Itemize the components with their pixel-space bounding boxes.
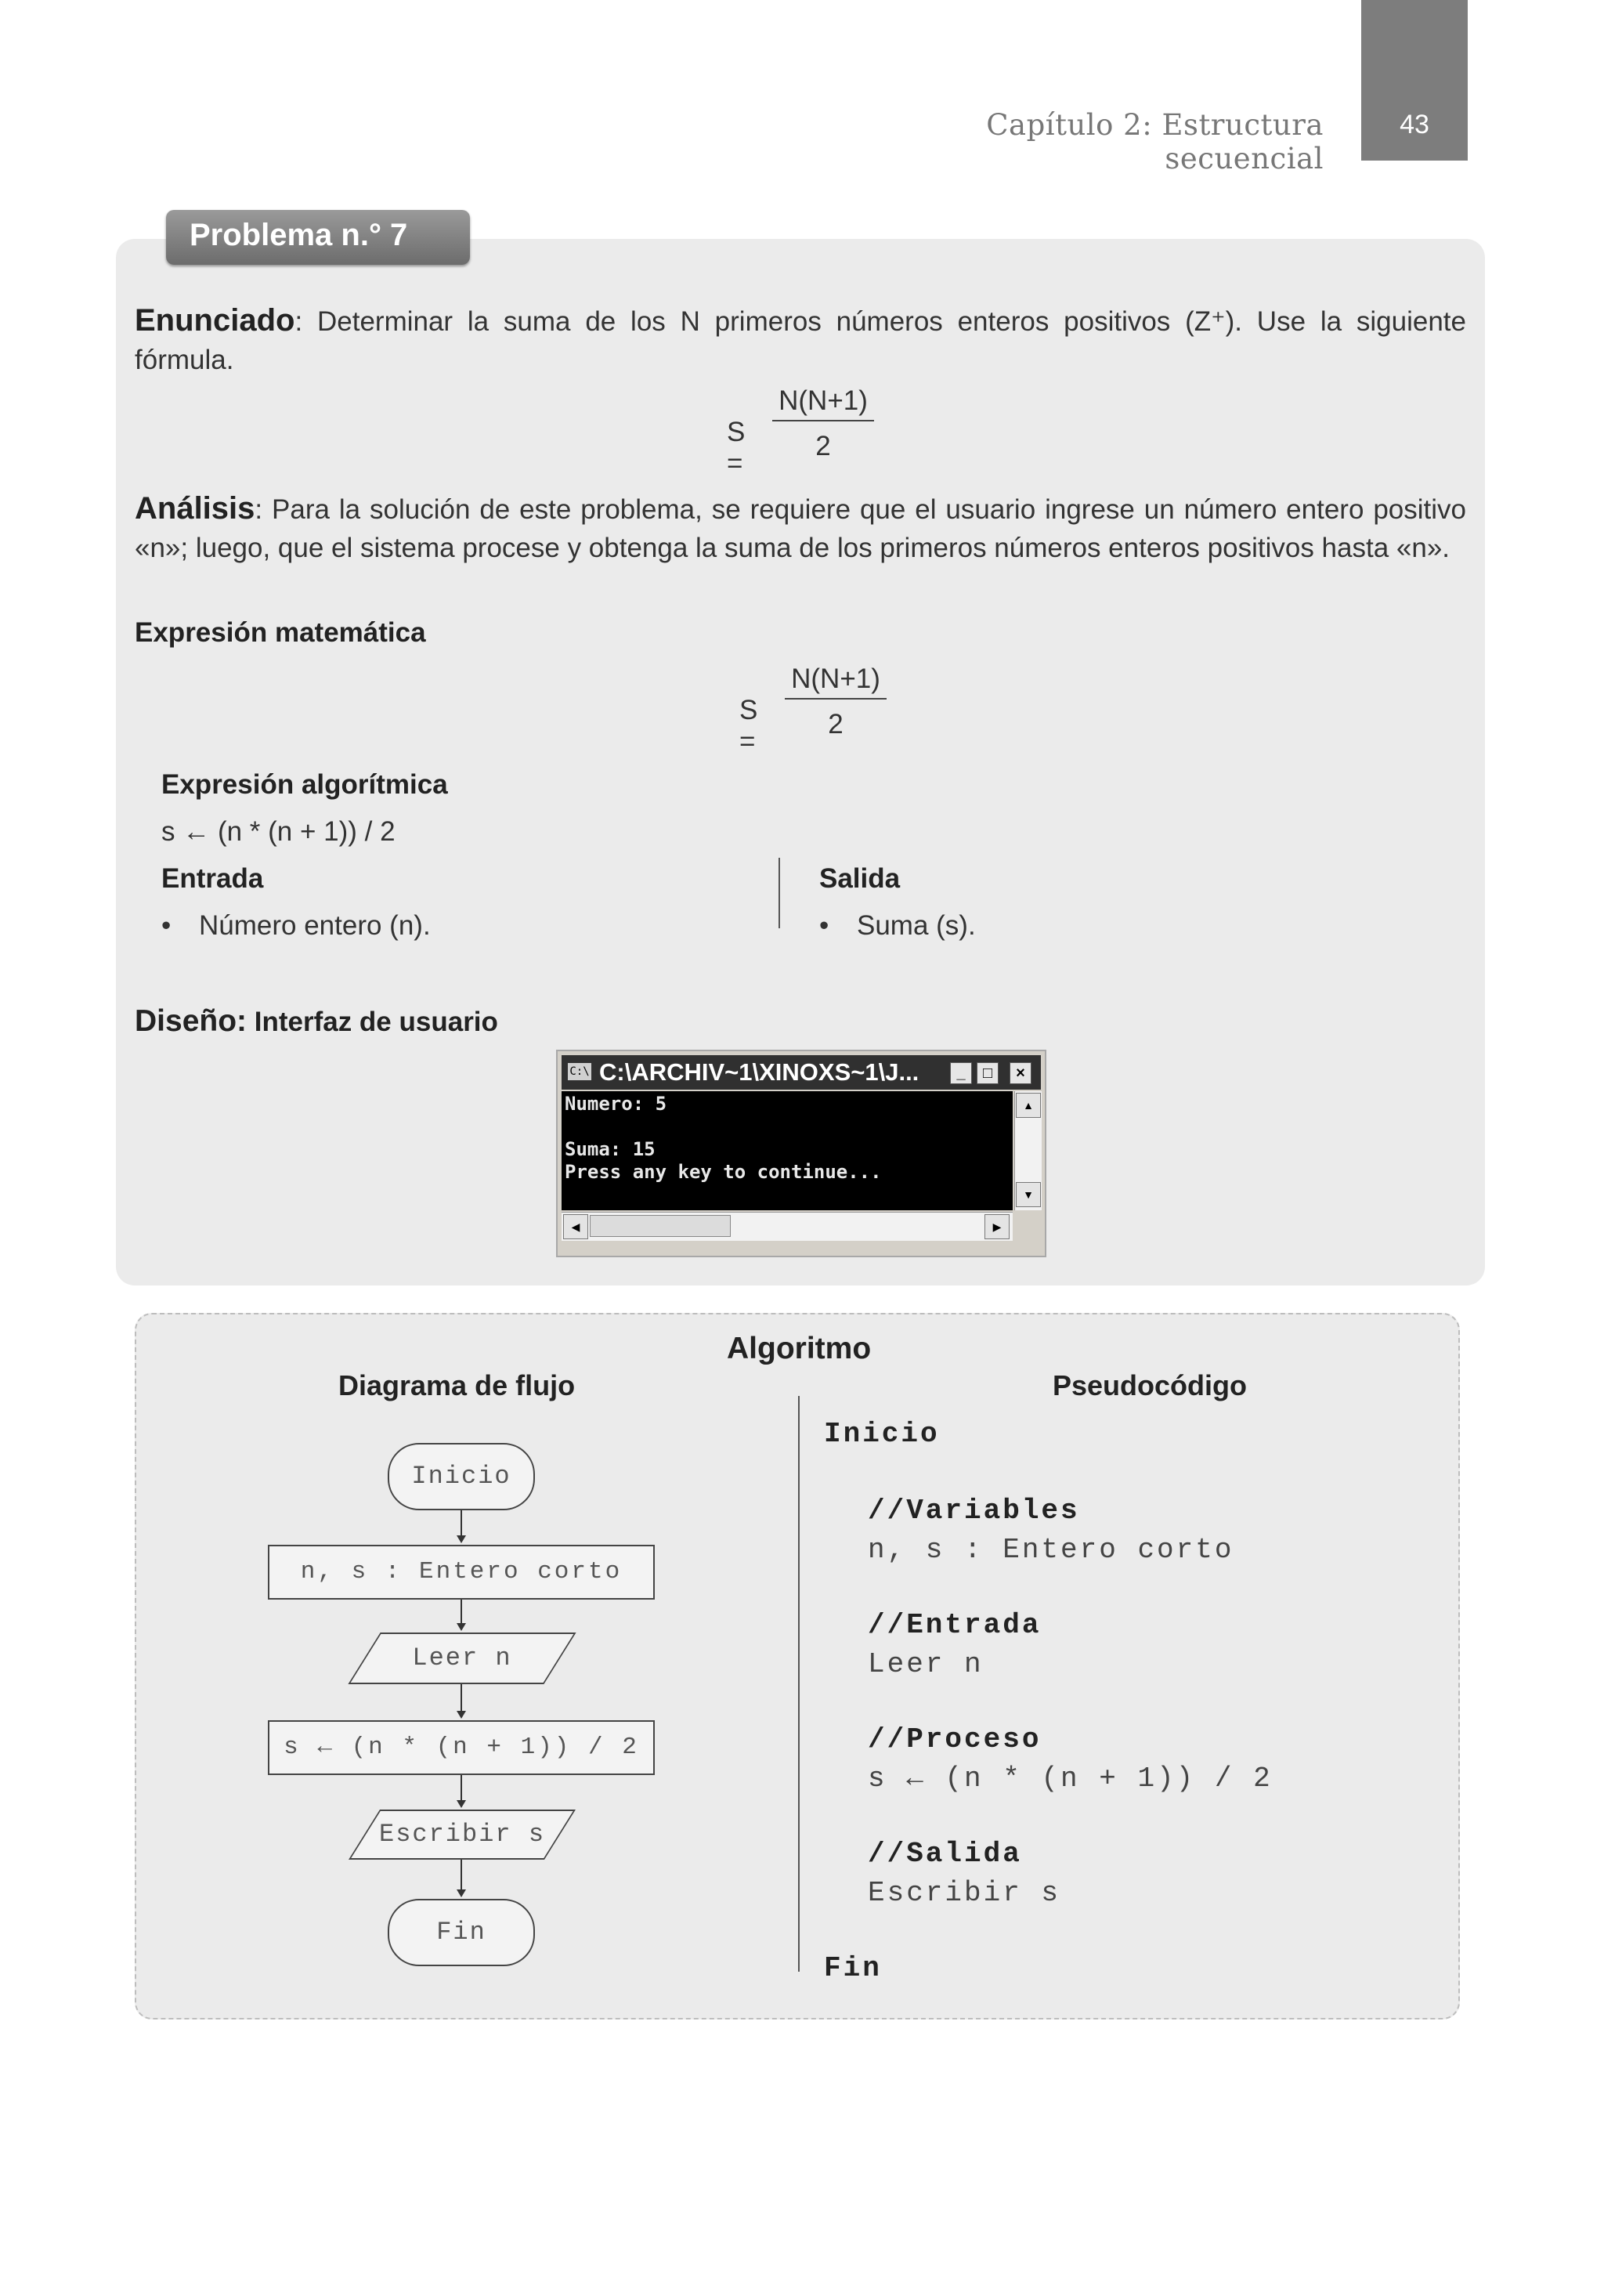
console-title: C:\ARCHIV~1\XINOXS~1\J... bbox=[599, 1058, 919, 1086]
problem-tab bbox=[166, 210, 470, 265]
expr-mat-heading: Expresión matemática bbox=[135, 617, 426, 648]
enunciado-text: : Determinar la suma de los N primeros números enteros positivos (Z⁺). Use la siguiente fórmula. bbox=[135, 306, 1466, 375]
maximize-icon[interactable]: □ bbox=[977, 1062, 999, 1084]
diseno-heading bbox=[135, 1004, 498, 1039]
console-screen bbox=[562, 1091, 1013, 1210]
flow-output bbox=[364, 1810, 560, 1860]
flowchart-title: Diagrama de flujo bbox=[338, 1369, 576, 1401]
analisis-paragraph bbox=[135, 490, 1466, 567]
pseudo-comment-salida: //Salida bbox=[868, 1838, 1022, 1870]
bullet: • bbox=[161, 910, 172, 941]
pseudo-comment-entrada: //Entrada bbox=[868, 1609, 1042, 1641]
console-icon: C:\ bbox=[568, 1063, 591, 1080]
algorithm-divider bbox=[798, 1396, 800, 1972]
flow-arrow bbox=[453, 1775, 469, 1810]
pseudocode-title: Pseudocódigo bbox=[1053, 1369, 1248, 1401]
flow-declaration: n, s : Entero corto bbox=[268, 1545, 655, 1600]
pseudo-output: Escribir s bbox=[868, 1877, 1061, 1909]
formula2-lhs: S = bbox=[739, 695, 758, 757]
expr-alg-text: s ← (n * (n + 1)) / 2 bbox=[161, 816, 396, 847]
scroll-left-icon[interactable]: ◀ bbox=[563, 1214, 588, 1239]
problem-tab-label: Problema n.° 7 bbox=[190, 218, 408, 252]
formula2-numerator: N(N+1) bbox=[785, 663, 887, 700]
scroll-up-icon[interactable]: ▲ bbox=[1016, 1093, 1041, 1118]
close-icon[interactable]: × bbox=[1010, 1062, 1031, 1084]
console-line: Press any key to continue... bbox=[565, 1161, 882, 1183]
scroll-down-icon[interactable]: ▼ bbox=[1016, 1182, 1041, 1207]
pseudo-process: s ← (n * (n + 1)) / 2 bbox=[868, 1763, 1273, 1795]
pseudo-variables: n, s : Entero corto bbox=[868, 1534, 1234, 1566]
scroll-right-icon[interactable]: ▶ bbox=[984, 1214, 1010, 1239]
console-line: Numero: 5 bbox=[565, 1093, 667, 1115]
flow-arrow bbox=[453, 1684, 469, 1720]
page-number-box bbox=[1361, 0, 1468, 161]
formula-denominator: 2 bbox=[815, 431, 831, 461]
salida-item-text: Suma (s). bbox=[857, 910, 976, 941]
analisis-text: : Para la solución de este problema, se requiere que el usuario ingrese un número entero positivo «n»; luego, que el sistema procese y obtenga la suma de los primeros números enteros positivos hasta «n». bbox=[135, 494, 1466, 563]
salida-item bbox=[819, 910, 976, 942]
console-line: Suma: 15 bbox=[565, 1138, 656, 1160]
console-window bbox=[556, 1050, 1046, 1257]
flow-arrow bbox=[453, 1860, 469, 1899]
enunciado-paragraph bbox=[135, 302, 1466, 379]
flow-arrow bbox=[453, 1600, 469, 1633]
diseno-label: Diseño: bbox=[135, 1004, 247, 1038]
formula2-denominator: 2 bbox=[828, 709, 844, 739]
pseudo-input: Leer n bbox=[868, 1648, 984, 1680]
flow-start: Inicio bbox=[388, 1443, 535, 1510]
entrada-heading: Entrada bbox=[161, 863, 264, 894]
expr-alg-heading: Expresión algorítmica bbox=[161, 769, 448, 800]
flow-input bbox=[364, 1633, 560, 1684]
entrada-item bbox=[161, 910, 431, 942]
diseno-sub: Interfaz de usuario bbox=[247, 1007, 498, 1037]
pseudo-start: Inicio bbox=[824, 1418, 940, 1450]
algorithm-title: Algoritmo bbox=[727, 1332, 872, 1365]
flow-process: s ← (n * (n + 1)) / 2 bbox=[268, 1720, 655, 1775]
scroll-thumb[interactable] bbox=[590, 1215, 731, 1237]
pseudo-end: Fin bbox=[824, 1952, 882, 1984]
analisis-label: Análisis bbox=[135, 491, 255, 526]
bullet: • bbox=[819, 910, 829, 941]
flow-input-label: Leer n bbox=[412, 1643, 512, 1672]
horizontal-scrollbar[interactable] bbox=[562, 1212, 1013, 1241]
column-divider bbox=[779, 858, 780, 928]
minimize-icon[interactable]: _ bbox=[950, 1062, 972, 1084]
entrada-item-text: Número entero (n). bbox=[199, 910, 431, 941]
formula-lhs: S = bbox=[727, 417, 746, 479]
enunciado-label: Enunciado bbox=[135, 303, 295, 338]
page-number: 43 bbox=[1400, 110, 1429, 139]
flow-output-label: Escribir s bbox=[378, 1820, 546, 1849]
pseudo-comment-proceso: //Proceso bbox=[868, 1723, 1042, 1755]
salida-heading: Salida bbox=[819, 863, 901, 894]
pseudo-comment-variables: //Variables bbox=[868, 1495, 1080, 1527]
chapter-title: Capítulo 2: Estructura secuencial bbox=[986, 108, 1324, 175]
vertical-scrollbar[interactable] bbox=[1014, 1091, 1042, 1210]
console-title-bar[interactable] bbox=[562, 1055, 1041, 1090]
flow-arrow bbox=[453, 1510, 469, 1545]
formula-numerator: N(N+1) bbox=[772, 385, 874, 421]
flow-end: Fin bbox=[388, 1899, 535, 1966]
